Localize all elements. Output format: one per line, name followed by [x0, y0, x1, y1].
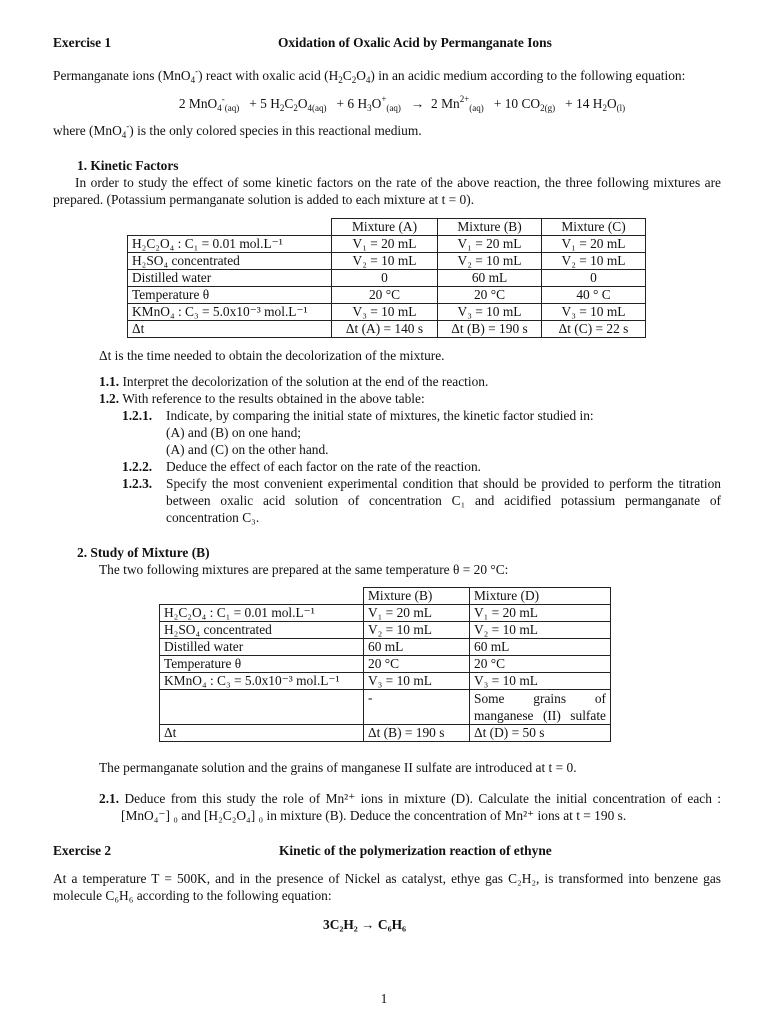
table-header: Mixture (B) — [438, 219, 542, 236]
table-row-label: H₂SO₄ concentrated — [128, 253, 332, 270]
section2-note: The permanganate solution and the grains of manganese II sulfate are introduced at t = 0. — [99, 760, 577, 775]
table-row-label — [160, 690, 364, 725]
table-header: Mixture (A) — [332, 219, 438, 236]
table-row — [128, 253, 646, 270]
table-cell: V₁ = 20 mL — [438, 236, 542, 253]
table-row — [160, 690, 611, 725]
table-corner — [160, 588, 364, 605]
section1-heading: 1. Kinetic Factors — [77, 158, 179, 173]
table-row-label: H₂C₂O₄ : C₁ = 0.01 mol.L⁻¹ — [128, 236, 332, 253]
table-cell: V₃ = 10 mL — [364, 673, 470, 690]
table-row — [160, 605, 611, 622]
table-cell: 20 °C — [364, 656, 470, 673]
table-header: Mixture (D) — [470, 588, 611, 605]
table-cell: Δt (D) = 50 s — [470, 725, 611, 742]
table-row-label: Δt — [160, 725, 364, 742]
exercise2-header — [53, 842, 721, 859]
table-row-label: Temperature θ — [128, 287, 332, 304]
question-1-2: 1.2. With reference to the results obtained in the above table: — [99, 391, 425, 406]
table-row — [128, 287, 646, 304]
table-cell: Δt (B) = 190 s — [438, 321, 542, 338]
exercise2-title: Kinetic of the polymerization reaction of ethyne — [279, 843, 552, 858]
exercise1-label: Exercise 1 — [53, 35, 112, 50]
question-1-2-1: 1.2.1. Indicate, by comparing the initial state of mixtures, the kinetic factor studied in: (A) and (B) on one hand; (A) and (C) on the other hand. — [122, 408, 594, 457]
table-cell: V₁ = 20 mL — [542, 236, 646, 253]
table-row-label: Temperature θ — [160, 656, 364, 673]
table-cell: V₁ = 20 mL — [364, 605, 470, 622]
table-header-row — [128, 219, 646, 236]
table-cell: 20 °C — [438, 287, 542, 304]
table-cell: V₂ = 10 mL — [438, 253, 542, 270]
table-cell: V₂ = 10 mL — [542, 253, 646, 270]
question-2-1: 2.1. Deduce from this study the role of Mn²⁺ ions in mixture (D). Calculate the initial concentration of each : [MnO₄⁻] ₀ and [H₂C₂O₄] ₀ in mixture (B). Deduce the concentration of Mn²⁺ ions at t = 190 s. — [99, 791, 721, 823]
table-row — [128, 304, 646, 321]
table-row — [128, 236, 646, 253]
table-cell: V₃ = 10 mL — [332, 304, 438, 321]
document-page — [53, 34, 721, 933]
table-cell: 60 mL — [364, 639, 470, 656]
benzene-equation: 3C₂H₂ → C₆H₆ — [323, 917, 407, 932]
table-cell: Some grains of manganese (II) sulfate — [470, 690, 611, 725]
exercise1-intro: Permanganate ions (MnO$_4$-) react with oxalic acid $(H_2C_2O_4)$ in an acidic medium according to the following equation: — [53, 66, 686, 85]
table-cell: 60 mL — [470, 639, 611, 656]
exercise1-header — [53, 34, 721, 52]
table-cell: 60 mL — [438, 270, 542, 287]
kinetic-factors-table — [127, 218, 646, 338]
table-cell: 20 °C — [332, 287, 438, 304]
exercise2-intro: At a temperature T = 500K, and in the presence of Nickel as catalyst, ethye gas C₂H₂, is transformed into benzene gas molecule C₆H₆ according to the following equation: — [53, 871, 721, 903]
table-cell: V₁ = 20 mL — [470, 605, 611, 622]
table-cell: V₃ = 10 mL — [470, 673, 611, 690]
table-cell: V₂ = 10 mL — [364, 622, 470, 639]
exercise2-label: Exercise 2 — [53, 843, 112, 858]
table-cell: Δt (B) = 190 s — [364, 725, 470, 742]
table-header: Mixture (C) — [542, 219, 646, 236]
table-row — [160, 639, 611, 656]
table-cell: 40 ° C — [542, 287, 646, 304]
table-cell: V₁ = 20 mL — [332, 236, 438, 253]
table-cell: 0 — [332, 270, 438, 287]
table-row-label: Distilled water — [160, 639, 364, 656]
table-row — [160, 673, 611, 690]
table-header-row — [160, 588, 611, 605]
section2-intro: The two following mixtures are prepared at the same temperature θ = 20 °C: — [99, 562, 509, 577]
exercise1-title: Oxidation of Oxalic Acid by Permanganate Ions — [278, 35, 552, 50]
dt-definition: Δt is the time needed to obtain the decolorization of the mixture. — [99, 348, 445, 363]
table-cell: V₃ = 10 mL — [438, 304, 542, 321]
table-row-label: H₂C₂O₄ : C₁ = 0.01 mol.L⁻¹ — [160, 605, 364, 622]
table-row-label: Δt — [128, 321, 332, 338]
page-number: 1 — [380, 991, 388, 1006]
table-row — [160, 622, 611, 639]
section1-intro: In order to study the effect of some kinetic factors on the rate of the above reaction, the three following mixtures are prepared. (Potassium permanganate solution is added to each mixture at t = 0). — [53, 175, 721, 207]
table-cell: V₂ = 10 mL — [332, 253, 438, 270]
question-1-2-3: 1.2.3. Specify the most convenient experimental condition that should be provided to perform the titration between oxalic acid solution of concentration C₁ and acidified potassium permanganate of concentration C₃. — [122, 476, 721, 525]
table-cell: 20 °C — [470, 656, 611, 673]
table-row — [160, 656, 611, 673]
reaction-equation: 2 MnO$_4$-$_{(aq)}$ + 5 $H_2C_2O_{4(aq)}$ + 6 $H_3O^+_{(aq)}$ → 2 $Mn^{2+}_{(aq)}$ + 10 $CO_{2(g)}$ + 14 $H_2O_{(l)}$ — [178, 94, 626, 113]
table-corner — [128, 219, 332, 236]
table-cell: - — [364, 690, 470, 725]
table-row — [160, 725, 611, 742]
table-row — [128, 321, 646, 338]
table-row-label: KMnO₄ : C₃ = 5.0x10⁻³ mol.L⁻¹ — [128, 304, 332, 321]
table-row-label: H₂SO₄ concentrated — [160, 622, 364, 639]
table-row — [128, 270, 646, 287]
question-1-2-2: 1.2.2. Deduce the effect of each factor on the rate of the reaction. — [122, 459, 482, 474]
table-cell: Δt (C) = 22 s — [542, 321, 646, 338]
table-cell: Δt (A) = 140 s — [332, 321, 438, 338]
colored-species-note: where (MnO$_4$-) is the only colored species in this reactional medium. — [53, 121, 422, 140]
table-header: Mixture (B) — [364, 588, 470, 605]
question-1-1: 1.1. Interpret the decolorization of the solution at the end of the reaction. — [99, 374, 489, 389]
table-cell: V₃ = 10 mL — [542, 304, 646, 321]
mixture-comparison-table — [159, 587, 611, 742]
section2-heading: 2. Study of Mixture (B) — [77, 545, 210, 560]
table-row-label: Distilled water — [128, 270, 332, 287]
table-row-label: KMnO₄ : C₃ = 5.0x10⁻³ mol.L⁻¹ — [160, 673, 364, 690]
table-cell: V₂ = 10 mL — [470, 622, 611, 639]
table-cell: 0 — [542, 270, 646, 287]
